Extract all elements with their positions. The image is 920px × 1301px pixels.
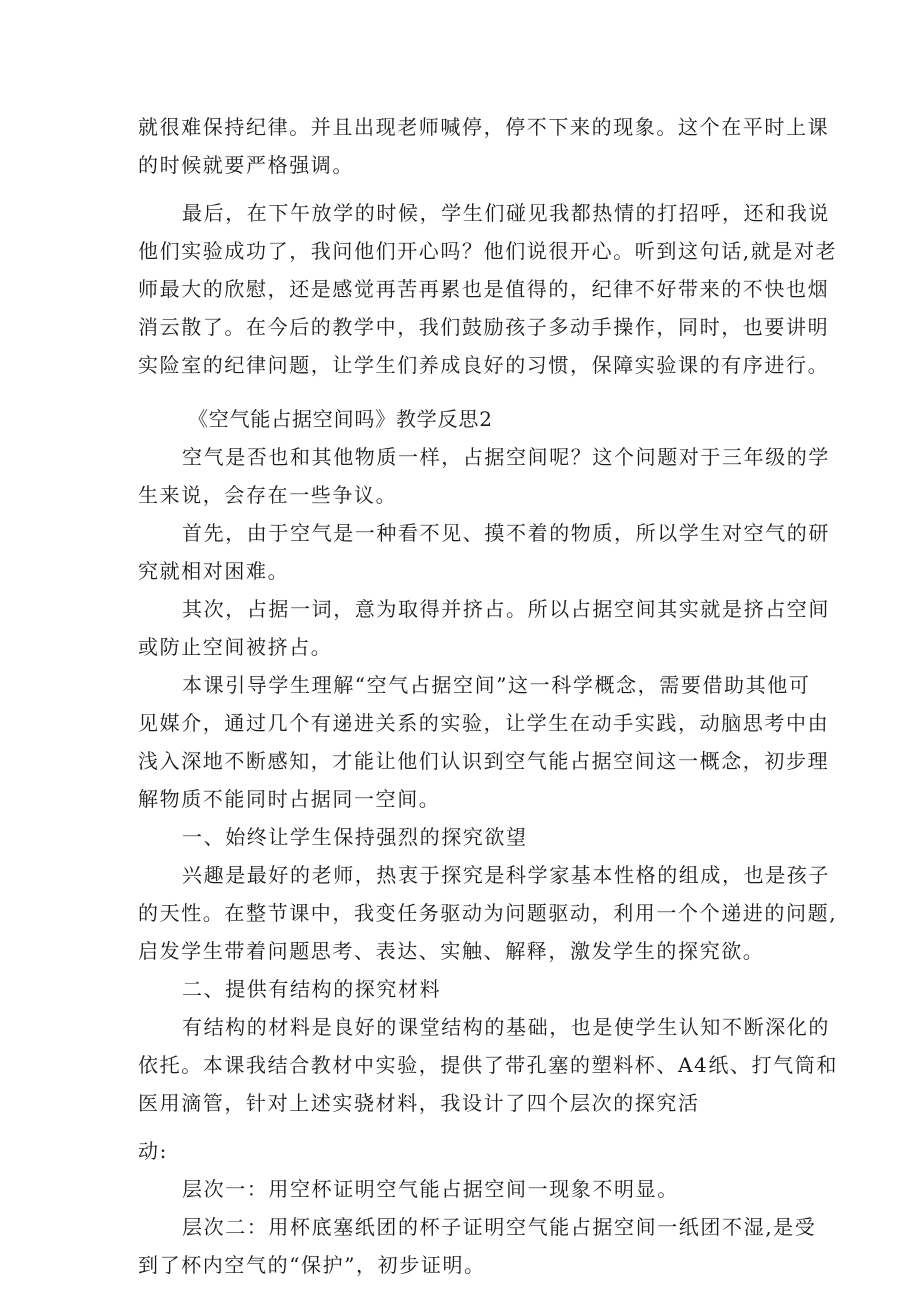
text-line: 生来说，会存在一些争议。 — [138, 483, 398, 507]
text-line: 动: — [138, 1139, 168, 1163]
section-title: 《空气能占据空间吗》教学反思2 — [188, 407, 493, 431]
document-body — [138, 108, 838, 1284]
paragraph-start: 兴趣是最好的老师，热衷于探究是科学家基本性格的组成，也是孩子 — [182, 863, 830, 887]
subheading: 一、始终让学生保持强烈的探究欲望 — [182, 825, 528, 849]
text-line: 依托。本课我结合教材中实验，提供了带孔塞的塑料杯、A4纸、打气筒和 — [138, 1053, 838, 1077]
paragraph-start: 首先，由于空气是一种看不见、摸不着的物质，所以学生对空气的研 — [182, 521, 830, 545]
paragraph-start: 本课引导学生理解“空气占据空间”这一科学概念，需要借助其他可 — [182, 673, 811, 697]
text-line: 究就相对困难。 — [138, 559, 290, 583]
text-line: 到了杯内空气的“保护”，初步证明。 — [138, 1253, 486, 1277]
text-line: 他们实验成功了，我问他们开心吗？他们说很开心。听到这句话,就是对老 — [138, 239, 838, 263]
text-line: 见媒介，通过几个有递进关系的实验，让学生在动手实践，动脑思考中由 — [138, 711, 830, 735]
text-line: 的天性。在整节课中，我变任务驱动为问题驱动，利用一个个递进的问题, — [138, 901, 838, 925]
text-line: 医用滴管，针对上述实骁材料，我设计了四个层次的探究活 — [138, 1091, 700, 1115]
text-line: 消云散了。在今后的教学中，我们鼓励孩子多动手操作，同时，也要讲明 — [138, 315, 830, 339]
text-line: 浅入深地不断感知，才能让他们认识到空气能占据空间这一概念，初步理 — [138, 749, 830, 773]
text-line: 解物质不能同时占据同一空间。 — [138, 787, 441, 811]
paragraph-start: 空气是否也和其他物质一样，占据空间呢？这个问题对于三年级的学 — [182, 445, 830, 469]
text-line: 或防止空间被挤占。 — [138, 635, 333, 659]
paragraph-start: 有结构的材料是良好的课堂结构的基础，也是使学生认知不断深化的 — [182, 1015, 830, 1039]
text-line: 的时候就要严格强调。 — [138, 153, 354, 177]
paragraph-start: 最后，在下午放学的时候，学生们碰见我都热情的打招呼，还和我说 — [182, 201, 830, 225]
subheading: 二、提供有结构的探究材料 — [182, 977, 442, 1001]
paragraph-start: 层次一：用空杯证明空气能占据空间一现象不明显。 — [182, 1177, 679, 1201]
text-line: 实险室的纪律问题，让学生们养成良好的习惯，保障实验课的有序进行。 — [138, 353, 830, 377]
text-line: 就很难保持纪律。并且出现老师喊停，停不下来的现象。这个在平时上课 — [138, 115, 830, 139]
paragraph-start: 其次，占据一词，意为取得并挤占。所以占据空间其实就是挤占空间 — [182, 597, 830, 621]
paragraph-start: 层次二：用杯底塞纸团的杯子证明空气能占据空间一纸团不湿,是受 — [182, 1215, 817, 1239]
text-line: 启发学生带着问题思考、表达、实触、解释，激发学生的探究欲。 — [138, 939, 765, 963]
text-line: 师最大的欣慰，还是感觉再苦再累也是值得的，纪律不好带来的不快也烟 — [138, 277, 830, 301]
